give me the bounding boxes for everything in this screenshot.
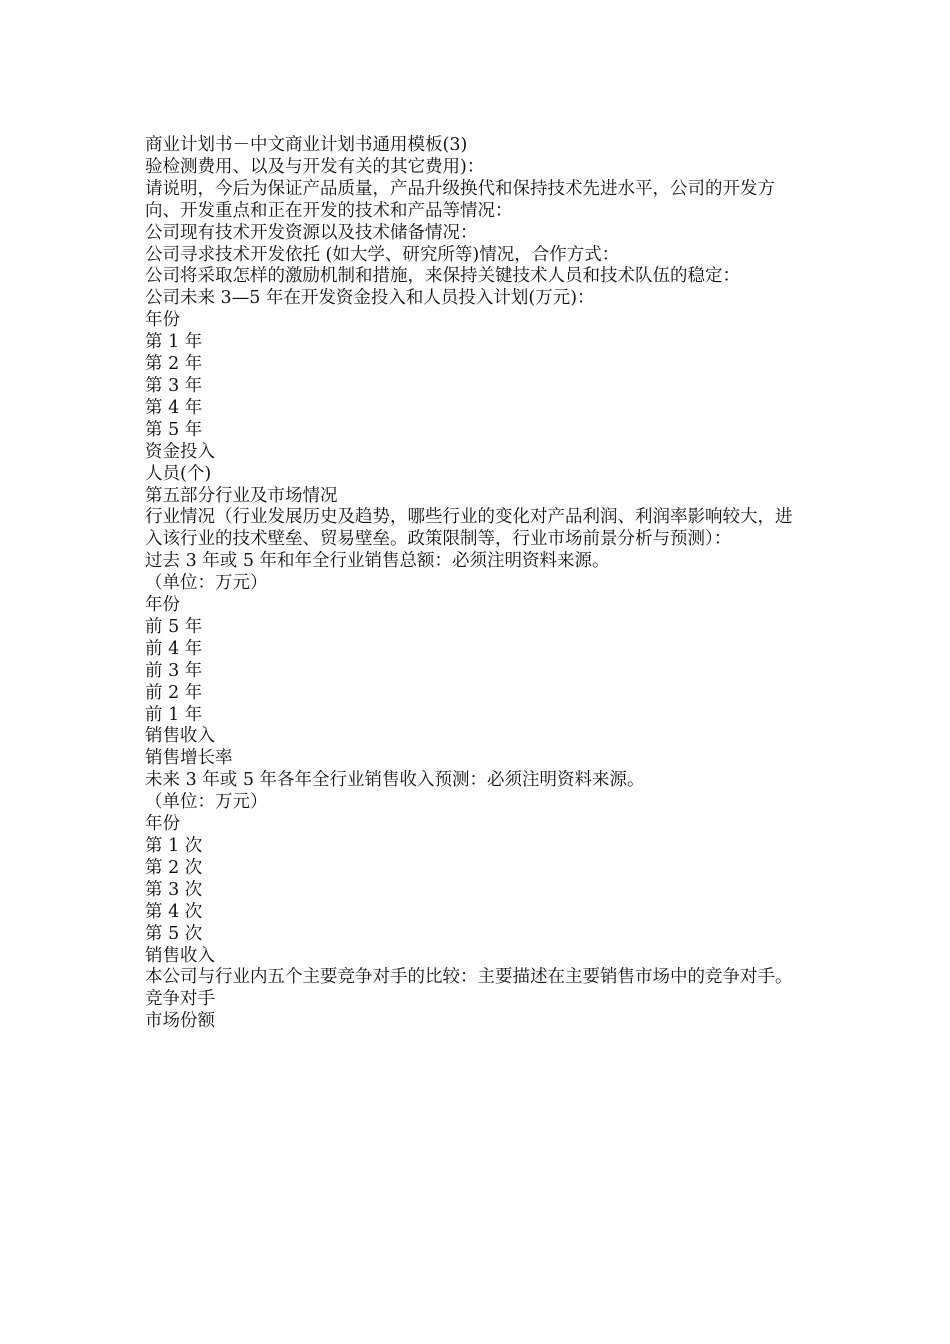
- table-cell: 第 5 次: [145, 923, 203, 944]
- table-cell: 第 1 年: [145, 332, 203, 353]
- table-cell: 第 4 年: [145, 397, 203, 418]
- table-row-label: 销售增长率: [145, 748, 233, 769]
- table-cell: 前 3 年: [145, 660, 203, 681]
- table-header: 竞争对手: [145, 989, 215, 1010]
- text-line: 公司将采取怎样的激励机制和措施，来保持关键技术人员和技术队伍的稳定：: [145, 266, 740, 287]
- table-header: 市场份额: [145, 1011, 215, 1032]
- unit-note: （单位：万元）: [145, 792, 268, 813]
- section-heading: 第五部分行业及市场情况: [145, 485, 338, 506]
- table-header-year: 年份: [145, 814, 180, 835]
- table-cell: 第 2 年: [145, 354, 203, 375]
- table-row-label: 资金投入: [145, 441, 215, 462]
- table-row-label: 销售收入: [145, 726, 215, 747]
- table-cell: 前 4 年: [145, 638, 203, 659]
- text-line: 过去 3 年或 5 年和年全行业销售总额：必须注明资料来源。: [145, 551, 610, 572]
- text-paragraph: 本公司与行业内五个主要竞争对手的比较：主要描述在主要销售市场中的竞争对手。: [145, 967, 793, 988]
- table-cell: 第 3 年: [145, 375, 203, 396]
- table-header-year: 年份: [145, 310, 180, 331]
- text-line: 公司未来 3—5 年在开发资金投入和人员投入计划(万元)：: [145, 288, 595, 309]
- text-paragraph: 行业情况（行业发展历史及趋势，哪些行业的变化对产品利润、利润率影响较大，进入该行业的技术壁垒、贸易壁垒。政策限制等，行业市场前景分析与预测）：: [145, 507, 793, 550]
- table-cell: 第 1 次: [145, 836, 203, 856]
- text-paragraph: 请说明，今后为保证产品质量，产品升级换代和保持技术先进水平，公司的开发方向、开发重点和正在开发的技术和产品等情况：: [145, 178, 775, 221]
- table-cell: 第 2 次: [145, 857, 203, 878]
- table-cell: 第 4 次: [145, 901, 203, 922]
- table-cell: 前 1 年: [145, 704, 203, 725]
- text-line: 公司现有技术开发资源以及技术储备情况：: [145, 222, 478, 243]
- table-cell: 第 5 年: [145, 419, 203, 440]
- table-cell: 第 3 次: [145, 879, 203, 900]
- table-row-label: 人员(个): [145, 463, 212, 484]
- table-cell: 前 2 年: [145, 682, 203, 703]
- document-title: 商业计划书－中文商业计划书通用模板(3): [145, 135, 468, 155]
- text-line: 公司寻求技术开发依托 (如大学、研究所等)情况，合作方式：: [145, 244, 620, 265]
- table-header-year: 年份: [145, 595, 180, 616]
- table-cell: 前 5 年: [145, 616, 203, 637]
- unit-note: （单位：万元）: [145, 573, 268, 594]
- table-row-label: 销售收入: [145, 945, 215, 966]
- text-line: 验检测费用、以及与开发有关的其它费用)：: [145, 156, 485, 177]
- text-line: 未来 3 年或 5 年各年全行业销售收入预测：必须注明资料来源。: [145, 770, 645, 791]
- document-body: [145, 135, 805, 1033]
